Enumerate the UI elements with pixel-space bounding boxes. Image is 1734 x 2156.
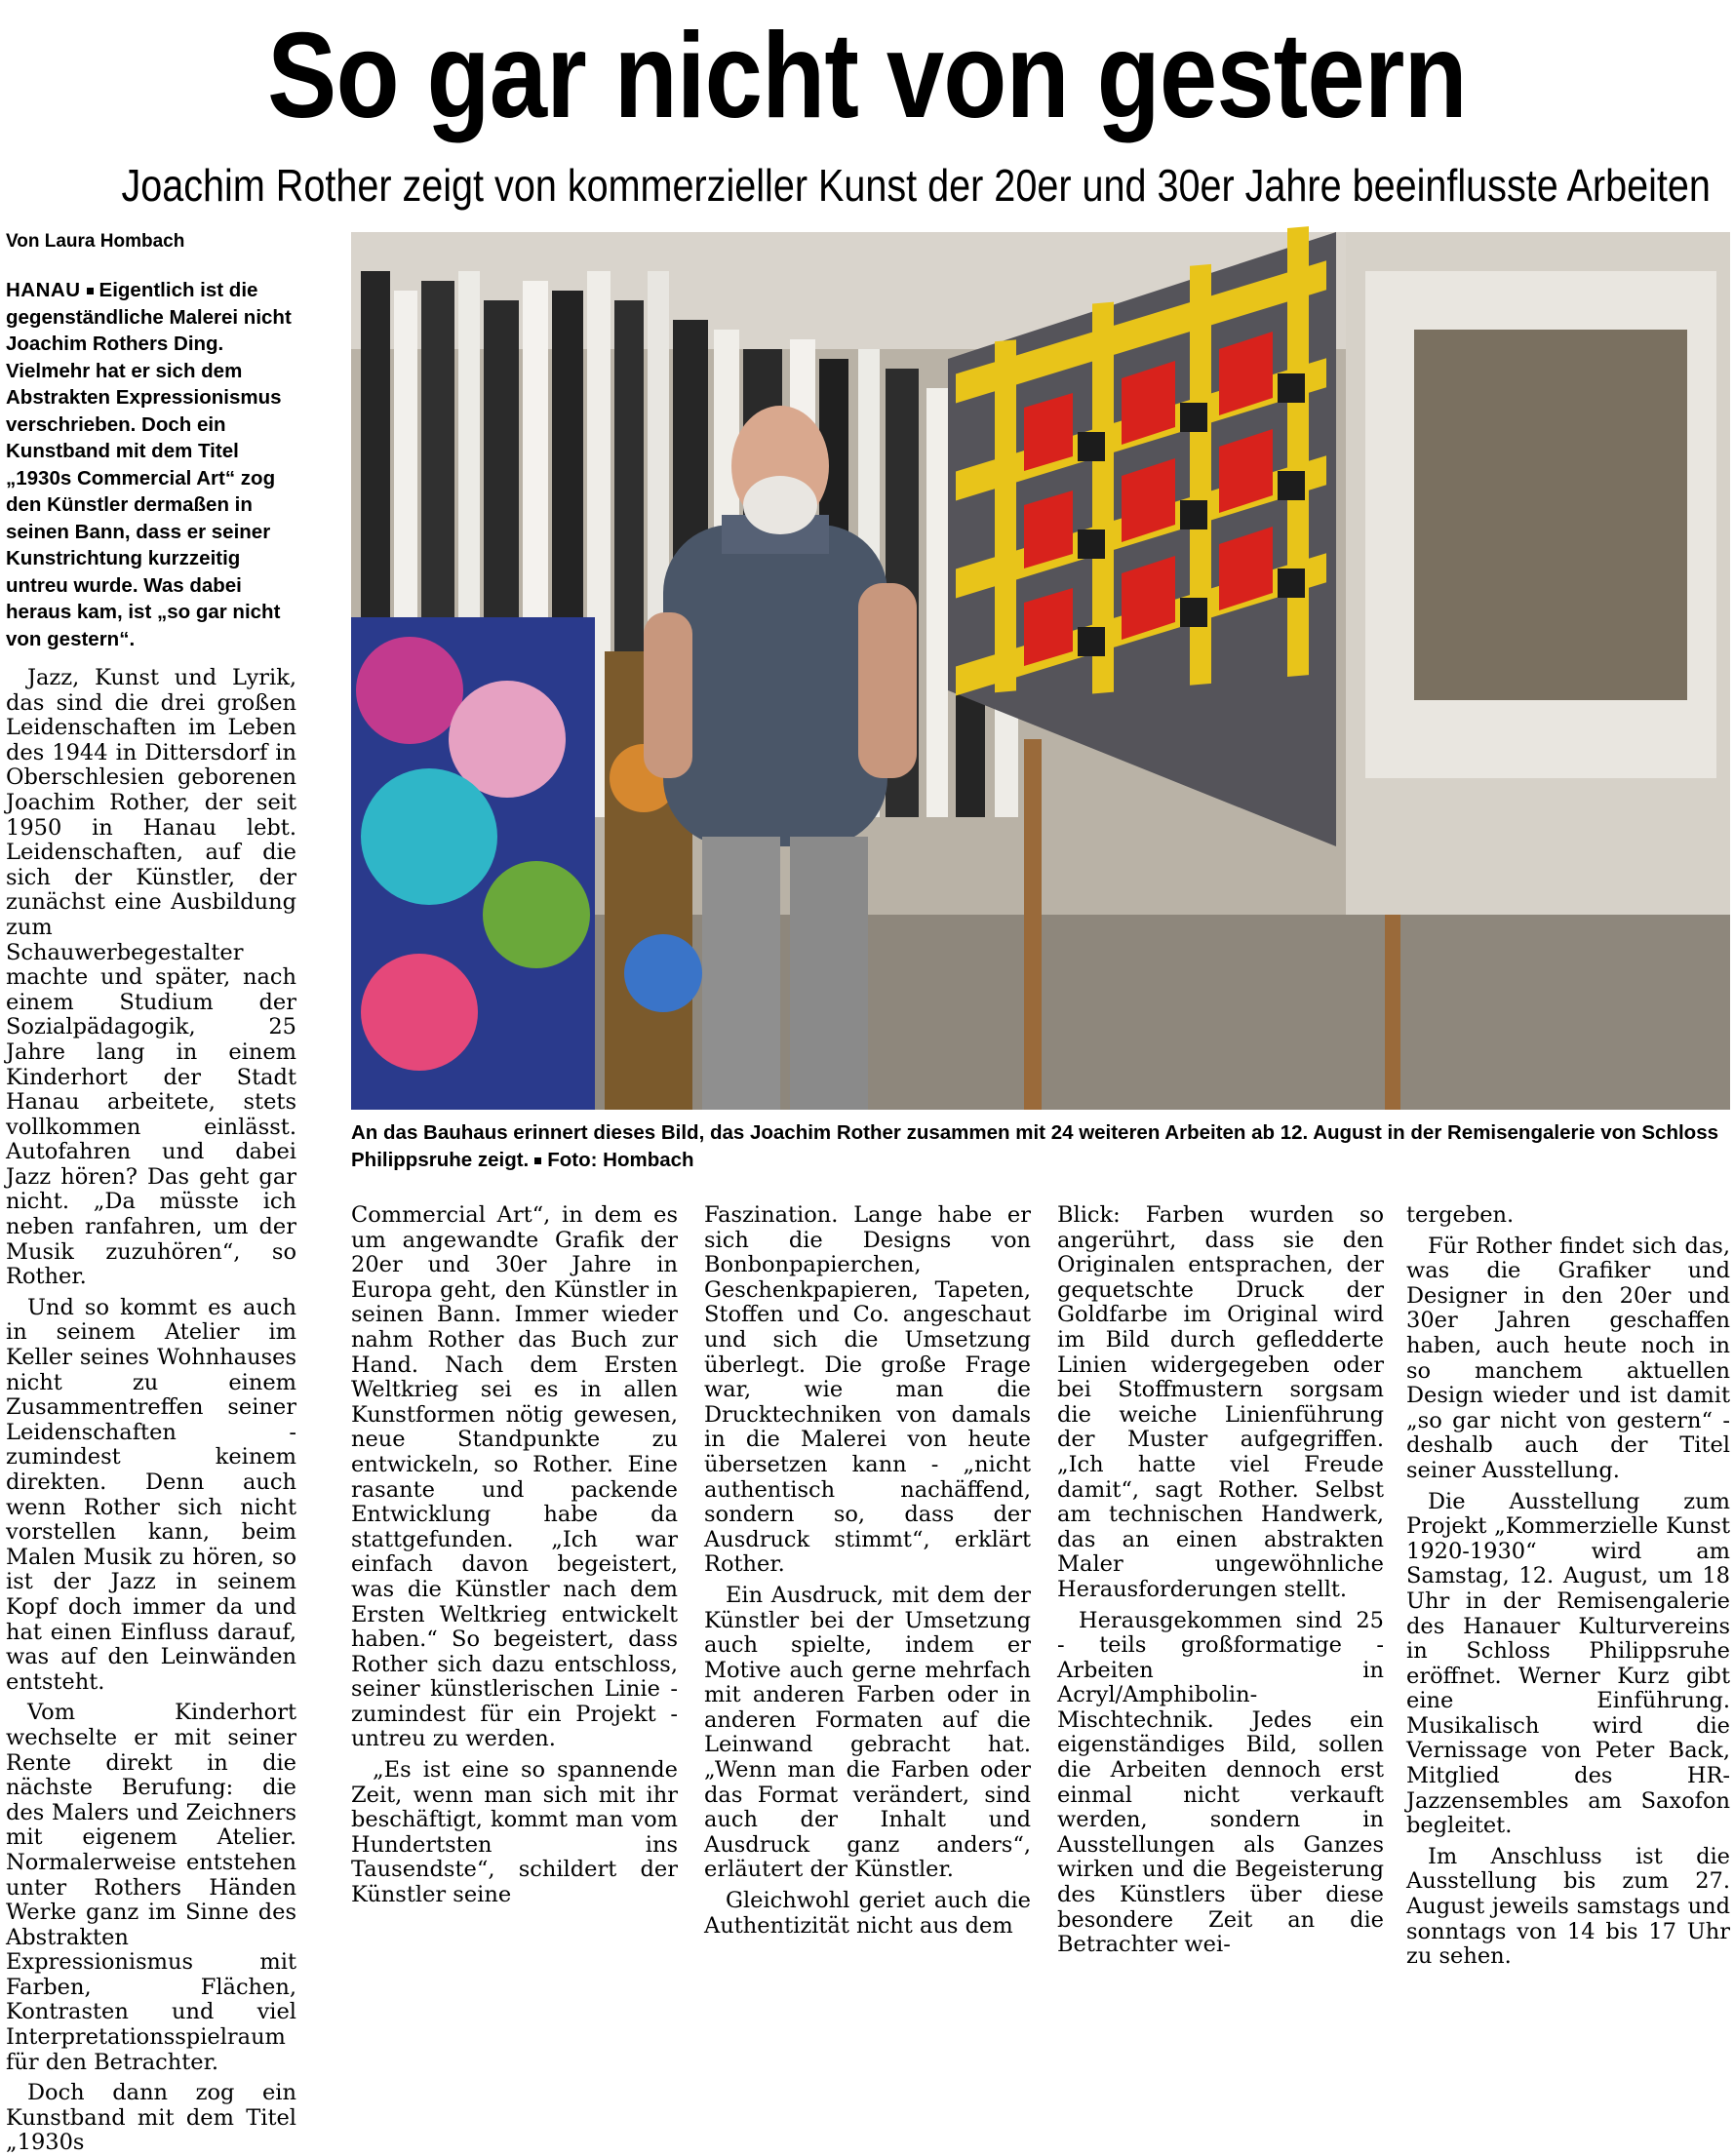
paragraph: Herausgekommen sind 25 - teils großformatige - Arbeiten in Acryl/Amphibolin-Mischtechnik. Jedes ein eigenständiges Bild, sollen die Arbeiten dennoch erst einmal nicht verkauft werden, sondern in Ausstellungen als Ganzes wirken und die Begeisterung des Künstlers über diese besondere Zeit an die Betrachter wei- xyxy=(1057,1607,1384,1958)
article-column-5 xyxy=(1406,1202,1730,1970)
lead-dateline: HANAU xyxy=(6,279,81,301)
paragraph: Im Anschluss ist die Ausstellung bis zum 27. August jeweils samstags und sonntags von 14 bis 17 Uhr zu sehen. xyxy=(1406,1843,1730,1970)
article-headline: So gar nicht von gestern xyxy=(267,9,1467,143)
paragraph: Faszination. Lange habe er sich die Designs von Bonbonpapierchen, Geschenkpapieren, Tapeten, Stoffen und Co. angeschaut und sich die Umsetzung überlegt. Die große Frage war, wie man die Drucktechniken von damals in die Malerei von heute übersetzen kann - „nicht authentisch nachäffend, sondern so, dass der Ausdruck stimmt“, erklärt Rother. xyxy=(704,1202,1031,1578)
photo-artist-with-painting-icon xyxy=(351,232,1730,1110)
lead-text: Eigentlich ist die gegenständliche Malerei nicht Joachim Rothers Ding. Vielmehr hat er sich dem Abstrakten Expressionismus verschrieben. Doch ein Kunstband mit dem Titel „1930s Commercial Art“ zog den Künstler dermaßen in seinen Bann, dass er seiner Kunstrichtung kurzzeitig untreu wurde. Was dabei heraus kam, ist „so gar nicht von gestern“. xyxy=(6,279,292,650)
article-byline: Von Laura Hombach xyxy=(6,231,185,252)
paragraph: Gleichwohl geriet auch die Authentizität nicht aus dem xyxy=(704,1888,1031,1939)
dateline-separator xyxy=(87,288,94,294)
article-subheadline: Joachim Rother zeigt von kommerzieller Kunst der 20er und 30er Jahre beeinflusste Arbeiten xyxy=(121,160,1711,211)
caption-text: An das Bauhaus erinnert dieses Bild, das Joachim Rother zusammen mit 24 weiteren Arbeiten ab 12. August in der Remisengalerie von Schloss Philippsruhe zeigt. xyxy=(351,1121,1718,1171)
article-photo xyxy=(351,232,1730,1110)
paragraph: Für Rother findet sich das, was die Grafiker und Designer in den 20er und 30er Jahren geschaffen haben, auch heute noch in so manchem aktuellen Design wieder und ist damit „so gar nicht von gestern“ - deshalb auch der Titel seiner Ausstellung. xyxy=(1406,1233,1730,1483)
article-column-4 xyxy=(1057,1202,1384,1958)
paragraph: Vom Kinderhort wechselte er mit seiner Rente direkt in die nächste Berufung: die des Malers und Zeichners mit eigenem Atelier. Normalerweise entstehen unter Rothers Händen Werke ganz im Sinne des Abstrakten Expressionismus mit Farben, Flächen, Kontrasten und viel Interpretationsspielraum für den Betrachter. xyxy=(6,1700,296,2075)
paragraph: tergeben. xyxy=(1406,1202,1515,1228)
paragraph: Die Ausstellung zum Projekt „Kommerzielle Kunst 1920-1930“ wird am Samstag, 12. August, um 18 Uhr in der Remisengalerie des Hanauer Kulturvereins in Schloss Philippsruhe eröffnet. Werner Kurz gibt eine Einführung. Musikalisch wird die Vernissage von Peter Back, Mitglied des HR-Jazzensembles am Saxofon begleitet. xyxy=(1406,1488,1730,1839)
article-column-1 xyxy=(6,277,296,2156)
article-lead xyxy=(6,277,296,652)
photo-caption xyxy=(351,1119,1730,1174)
article-column-3 xyxy=(704,1202,1031,1939)
paragraph: Doch dann zog ein Kunstband mit dem Titel „1930s xyxy=(6,2080,296,2156)
paragraph: „Es ist eine so spannende Zeit, wenn man sich mit ihr beschäftigt, kommt man vom Hundertsten ins Tausendste“, schildert der Künstler seine xyxy=(351,1757,678,1908)
paragraph: Ein Ausdruck, mit dem der Künstler bei der Umsetzung auch spielte, indem er Motive auch gerne mehrfach mit anderen Farben oder in anderen Formaten auf die Leinwand gebracht hat. „Wenn man die Farben oder das Format verändert, sind auch der Inhalt und Ausdruck ganz anders“, erläutert der Künstler. xyxy=(704,1582,1031,1883)
paragraph: Jazz, Kunst und Lyrik, das sind die drei großen Leidenschaften im Leben des 1944 in Dittersdorf in Oberschlesien geborenen Joachim Rother, der seit 1950 in Hanau lebt. Leidenschaften, auf die sich der Künstler, der zunächst eine Ausbildung zum Schauwerbegestalter machte und später, nach einem Studium der Sozialpädagogik, 25 Jahre lang in einem Kinderhort der Stadt Hanau arbeitete, stets vollkommen einlässt. Autofahren und dabei Jazz hören? Das geht gar nicht. „Da müsste ich neben ranfahren, um der Musik zuzuhören“, so Rother. xyxy=(6,665,296,1290)
paragraph: Blick: Farben wurden so angerührt, dass sie den Originalen entsprachen, der gequetschte Druck der Goldfarbe im Original wird im Bild durch gefledderte Linien widergegeben oder bei Stoffmustern sorgsam die weiche Linienführung der Muster aufgegriffen. „Ich hatte viel Freude damit“, sagt Rother. Selbst am technischen Handwerk, das an einen abstrakten Maler ungewöhnliche Herausforderungen stellt. xyxy=(1057,1202,1384,1602)
photo-credit: Foto: Hombach xyxy=(547,1149,694,1171)
paragraph: Commercial Art“, in dem es um angewandte Grafik der 20er und 30er Jahre in Europa geht, den Künstler in seinen Bann. Immer wieder nahm Rother das Buch zur Hand. Nach dem Ersten Weltkrieg sei es in allen Kunstformen nötig gewesen, neue Standpunkte zu entwickeln, so Rother. Eine rasante und packende Entwicklung habe da stattgefunden. „Ich war einfach davon begeistert, was die Künstler nach dem Ersten Weltkrieg entwickelt haben.“ So begeistert, dass Rother sich dazu entschloss, seiner künstlerischen Linie - zumindest für ein Projekt - untreu zu werden. xyxy=(351,1202,678,1752)
article-column-2 xyxy=(351,1202,678,1908)
caption-separator xyxy=(534,1157,541,1164)
paragraph: Und so kommt es auch in seinem Atelier im Keller seines Wohnhauses nicht zu einem Zusammentreffen seiner Leidenschaften - zumindest keinem direkten. Denn auch wenn Rother sich nicht vorstellen kann, beim Malen Musik zu hören, so ist der Jazz in seinem Kopf doch immer da und hat einen Einfluss darauf, was auf den Leinwänden entsteht. xyxy=(6,1294,296,1695)
